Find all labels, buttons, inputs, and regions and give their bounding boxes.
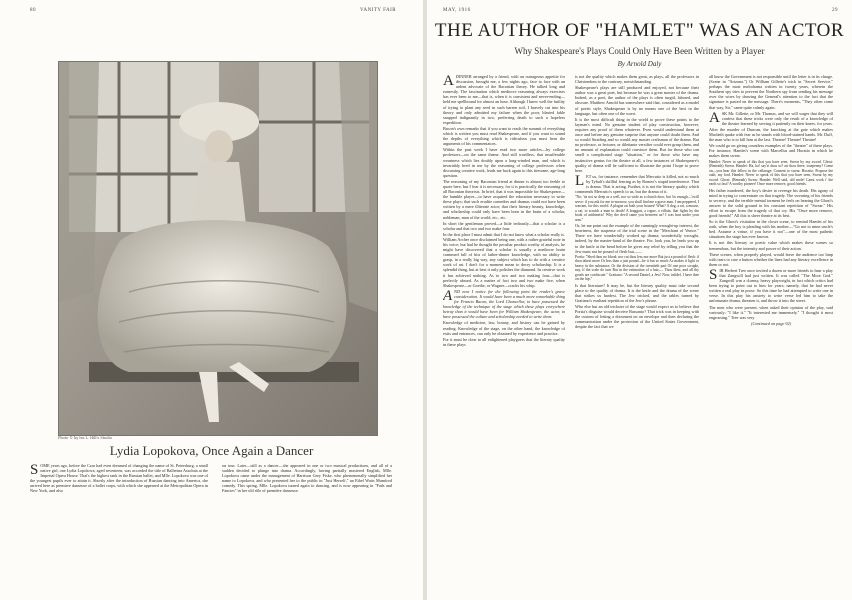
paragraph: all know the Government is not responsible until the letter is in its charge. (Scene in "Arizona.") Or William Gillette's trick in "Secret Service," perhaps the most melodrama written in twenty years, wherein the Southern spy tries to prevent the Northern spy from sending his message over the wires by drawing the General's attention to the fact that the signature is pasted on the message. There's moments, "They often come that way, Sir," came quite calmly again.: [709, 74, 833, 110]
paragraph: The reasoning of my Baconian friend at dinner is almost too feeble to quote here, but I fear it is necessary, for it is practically the reasoning of all Baconian theorists. In brief, that it was impossible for Shakespeare—the humble player—to have acquired the education necessary to write these plays; that such erudite comedies and dramas could not have been written by a mere illiterate actor; that their literary beauty, knowledge, and scholarship could only have been born in the brain of a scholar, nobleman, man of the world, etc., etc.: [443, 178, 565, 220]
paragraph: Is that literature? It may be, but the literary quality must take second place to the quality of drama. It is the knife and the drama of the scene that strikes us hardest. The Jew tricked, and the tables turned by Gratiano's exultant repetition of the Jew's phrase.: [575, 282, 699, 303]
paragraph: Knowledge of medicine, law, botany, and history can be gained by reading. Knowledge of the stage, on the other hand, the knowledge of exits and entrances, can only be obtained by experience and practice.: [443, 320, 565, 336]
paragraph: is not the quality which makes them great, as plays, all the professors in Christendom to the contrary, notwithstanding.: [575, 74, 699, 85]
article-col1: [443, 74, 565, 594]
article-col3: [709, 74, 833, 594]
paragraph: So is the Ghost's visitation in the closet scene, to remind Hamlet of his oath, when the boy is pleading with his mother—"Go not to mine uncle's bed. Assume a virtue, if you have it not"—one of the most pathetic situations the stage has ever known.: [709, 219, 833, 240]
paragraph: IR Herbert Tree once invited a dozen or more friends to hear a play that Zangwill had just written. It was called "The Moor God." Zangwill was a clumsy, heavy playwright, in fact which critics had been trying to point out to him for years; namely, that he had never written a real play in prose. So this time he had attempted to write one in verse. In this play his anxiety to write verse led him to take the unfortunate drama, threaten it, and throw it into the street.: [709, 267, 833, 304]
drop-cap: L: [575, 172, 585, 189]
paragraph: His father murdered, the boy's desire to revenge his death. His agony of mind in trying to concentrate on that tragedy. The swearing of his friends to secrecy, and the terrible mental torment he feels on hearing the Ghost's answer to the solid ground in his constant repetition of "Swear." His effort to escape from the tragedy of that cry. His "Once more remove, good friends!" All this is sheer theatre at its best.: [709, 187, 833, 218]
paragraph: on tour. Later—still as a dancer—she appeared in one or two musical productions, and all of a sudden decided to plunge into drama. Accordingly, having partially mastered English, Mlle. Lopokova came under the management of Harrison Grey Fiske, who phenomenally simplified her name to Lopokova, and who presented her to the public in "Just Herself," an Ethel Watts Mumford comedy. This spring, Mlle. Lopokova turned again to dancing, and is now appearing in "Fads and Fancies" in her old rôle of première danseuse.: [222, 463, 392, 494]
verse-block: Hamlet: Never to speak of this that you have seen. Swear by my sword. Ghost: (Beneath) Swear. Hamlet: Ha, ha! say'st thou so? art thou there, truepenny? Come on—you hear this fellow in the cellarage. Consent to swear. Horatio: Propose the oath, my lord. Hamlet: Never to speak of this that you have seen, Swear by my sword. Ghost: (Beneath) Swear. Hamlet: Well said, old mole! Canst work i' the earth so fast? A worthy pioneer! Once more remove, good friends.: [709, 159, 833, 186]
paragraph: In short the gentleman proved—a little tediously—that a scholar is a scholar and that two and two make four.: [443, 220, 565, 231]
quote-block: "No; 'tis not so deep as a well, nor so wide as a church door, but 'tis enough—'twill serve: if you ask for me to-morrow, you shall find me a grave man. I am peppered, I warrant, for this world. A plague on both your houses! What? A dog, a rat, a mouse, a cat, to scratch a man to death! A braggart, a rogue, a villain, that fights by the book of arithmetic! Why the devil came you between us? I was hurt under your arm.": [575, 195, 699, 222]
paragraph: Or, let me point out the example of the cunningly wrought-up interest, the heaviness, the suspense of the trial scene in the "Merchant of Venice." There we have wonderfully worked up drama; wonderfully wrought, indeed, by the master-hand of the theatre. For, look you, he leads you up to the knife at the bend before he gives any relief by telling you that the Jew must not be pound of flesh but——: [575, 223, 699, 254]
portrait-illustration: [59, 62, 377, 435]
paragraph: ND now I notice for the following point the reader's grave consideration. It would have been a much more remarkable thing for Francis Bacon, the Lord Chancellor, to have possessed the knowledge of the technique of the stage which these plays everywhere betray than it would have been for William Shakespeare, the actor, to have possessed the culture and scholarship needed to write them.: [443, 288, 565, 320]
article-col2: [575, 74, 699, 594]
paragraph: In the first place I must admit that I do not know what a scholar really is. William Archer once disclaimed being one, with a rather grateful note in his voice; but had he thought the peculiar product worthy of analysis, he might have discovered that a scholar is usually a mediocre brain crammed full of bits of lather-dinner knowledge, with no ability to grasp, in a really big way, any subject which has to do with a creative work of art. I don't for a moment mean to decry scholarship. It is a splendid thing, but at best it only polishes the diamond. In creative work it has achieved nothing. As to two and two making four—that is perfectly absurd. As a matter of fact two and two make five, when Shakespeare—or Goethe, or Wagner—cracks his whip.: [443, 231, 565, 288]
caption-story-col1: [30, 463, 208, 593]
paragraph: These scenes, when properly played, would leave the audience too limp with tears to care a button whether the lines had any literary excellence in them or not.: [709, 251, 833, 267]
right-date: MAY, 1916: [443, 8, 471, 13]
paragraph: Shakespeare's plays are still produced and enjoyed, not because their author was a great poet, but because he was a great master of the drama. Indeed, as a poet, the author of the plays is often turgid, labored, and obscure. Matthew Arnold has somewhere said that, considered as a model of poetic style, Shakespeare is by no means one of the best in the language, but often one of the worst.: [575, 85, 699, 116]
paragraph: Who else but an old trickster of the stage would expect us to believe that Portia's disguise would deceive Bassanio? That trick was in keeping with the custom of letting a document on an envelope and then declaring the communication under the protection of the United States Government, despite the fact that we: [575, 304, 699, 330]
paragraph: It is not this literary or poetic value which makes these scenes so tremendous, but the intensity and power of their action.: [709, 240, 833, 251]
caption-story-col2: [222, 463, 392, 593]
right-folio: 29: [832, 8, 838, 13]
drop-cap: A: [443, 287, 453, 304]
verse-block: Portia: "Shed thou no blood; nor cut thou less nor more But just a pound of flesh: if thou takest more Or less than a just pound—be it but so much As makes it light or heavy in the substance, Or the division of the twentieth part Of one poor scruple, nay, if the scale do turn But in the estimation of a hair,— Thou diest, and all thy goods are confiscate." Gratiano: "A second Daniel, a Jew! Now, infidel, I have thee on the hip.": [575, 254, 699, 282]
paragraph: It is the most difficult thing in the world to prove these points to the layman's mind. No genuine student of play construction, however, requires any proof of them whatever. Even would understand them at once and before any genuine surprise that anyone could doubt them. And so would Stratfing and so would any master craftsman of the drama. But no professor, or lecturer, or dilettante versifier could ever grasp them, and no amount of explanation could convince them. But for those who can smell a complicated stage "situation," or for those who have any instinctive genius for the theatre at all, a few instances of Shakespeare's quality of drama will be sufficient to illustrate the point I hope to prove here.: [575, 116, 699, 173]
portrait-photo: [58, 61, 378, 436]
continued-note: (Continued on page 92): [751, 320, 791, 326]
paragraph: ET us, for instance, remember that Mercutio is killed, not so much by Tybalt's skillful fencing as by Romeo's stupid interference. That is drama. That is acting. Further, it is not the literary quality which commends Mercutio's speech to us, but the drama of it.: [575, 173, 699, 195]
paragraph: DINNER arranged by a friend, with an outrageous appetite for discussion, brought me, a few nights ago, face to face with an ardent advocate of the Baconian theory. He talked long and earnestly. The fascination which mediocre reasoning always exercises has ever been to me—that is, when it is consistent and never-ending—held me spellbound for almost an hour. Although I knew well the futility of trying to plant any seed in such barren soil, I bravely cut into his theory and only admitted my failure when the poor, blasted fable snapped indignantly in two, preferring death to such a hopeless expedition.: [443, 74, 565, 125]
paragraph: SK Mr. Gillette, or Mr. Thomas, and we will wager that they will confess that these tricks were only the result of a knowledge of the theatre learned by serving it patiently on their knees, for years.: [721, 110, 833, 126]
paragraph: The men who were present, when asked their opinion of the play, said variously: "I like it." "It interested me immensely." "I thought it most engrossing." Tree was very: [709, 304, 833, 320]
drop-cap: S: [30, 463, 39, 478]
left-running-head: VANITY FAIR: [360, 8, 397, 13]
paragraph: Bacon's own remarks that if you want to reach the summit of everything which is written you must read Shakespeare, and if you want to sound the depths of everything which is ridiculous you must hear the arguments of his commentators.: [443, 125, 565, 147]
article-title: THE AUTHOR OF "HAMLET" WAS AN ACTOR: [434, 20, 845, 41]
paragraph: Within the past week I have read two more articles—by college professors—on the same theme. And still wordless, that insufferable weariness which lies doubly upon a long-winded man, and which is invariably bred in me by the reasoning of college professors when discussing creative work, leads me back again to this tiresome, age-long question.: [443, 147, 565, 178]
left-folio: 80: [30, 8, 36, 13]
drop-cap: A: [709, 109, 720, 126]
paragraph: We could go on giving countless examples of the "theatre" of these plays. For instance, Hamlet's scene with Marcellus and Horatio in which he makes them swear.: [709, 143, 833, 159]
drop-cap: S: [709, 266, 718, 283]
left-page: [0, 0, 423, 600]
drop-cap: A: [443, 74, 454, 89]
paragraph: After the murder of Duncan, the knocking at the gate which makes Macbeth quake with fear as he stands with blood-stained hands. Mr. Duff, the man who is to kill him at the last. Theatre! Theatre! Theatre!: [709, 126, 833, 143]
right-page: [427, 0, 852, 600]
article-byline: By Arnold Daly: [617, 60, 662, 68]
article-subtitle: Why Shakespeare's Plays Could Only Have Been Written by a Player: [514, 46, 765, 56]
paragraph: For it must be clear to all enlightened playgoers that the literary quality in these plays: [443, 336, 565, 347]
photo-credit: Photo © by Ira L. Hill's Studio: [58, 436, 112, 440]
paragraph: OME years ago, before the Czar had even dreamed of changing the name of St. Petersburg, a small native girl, one Lydia Lopokova, aged seventeen, was accorded the title of Ballerina Assoluta at the Imperial Opera House. That's the highest rank in the Russian ballet, and Mlle. Lopokova was one of the youngest pupils ever to attain it. Shortly after the introduction of Russian dancing into America, she arrived here as premiere danseuse of a ballet corps, with which she appeared at the Metropolitan Opera in New York, and also: [30, 463, 208, 494]
photo-caption: Lydia Lopokova, Once Again a Dancer: [109, 443, 314, 458]
